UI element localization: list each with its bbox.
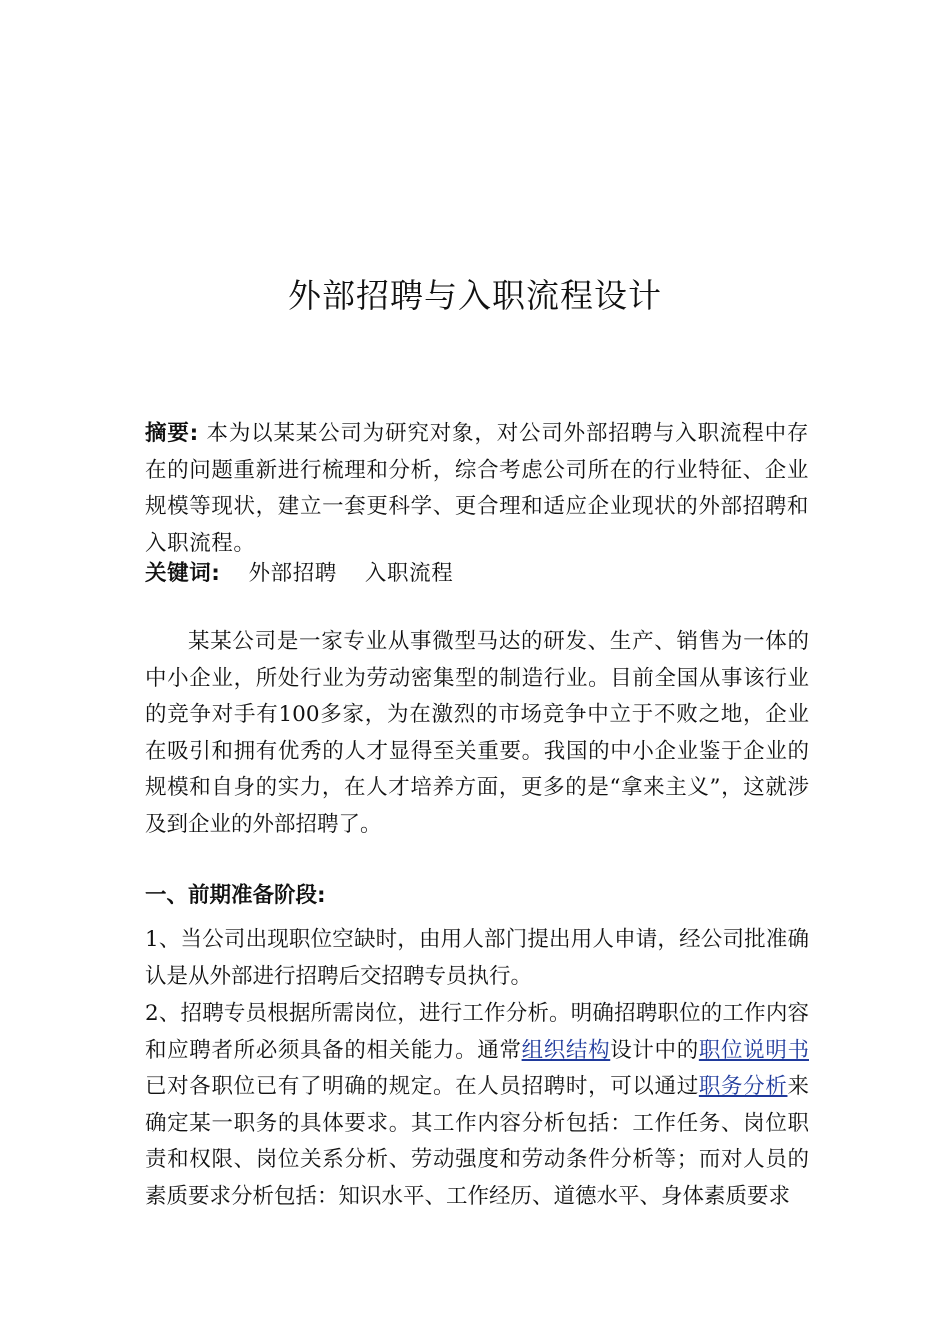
list-item-text: 设计中的 (610, 1037, 699, 1063)
keywords-line (145, 556, 809, 593)
list-item-text: 2、招聘专员根据所需岗位，进行工作分析。明确招聘职位的工作内容和应聘者所必须具备的相关能力。通常 (145, 1001, 809, 1063)
document-title: 外部招聘与入职流程设计 (288, 276, 662, 315)
list-item (145, 996, 809, 1215)
list-item-text: 来确定某一职务的具体要求。其工作内容分析包括：工作任务、岗位职责和权限、岗位关系分析、劳动强度和劳动条件分析等；而对人员的素质要求分析包括：知识水平、工作经历、道德水平、身体素质要求 (145, 1074, 809, 1209)
link-job-description[interactable]: 职位说明书 (698, 1037, 809, 1063)
abstract-paragraph (145, 416, 809, 562)
intro-paragraph: 某某公司是一家专业从事微型马达的研发、生产、销售为一体的中小企业，所处行业为劳动密集型的制造行业。目前全国从事该行业的竞争对手有100多家，为在激烈的市场竞争中立于不败之地，企业在吸引和拥有优秀的人才显得至关重要。我国的中小企业鉴于企业的规模和自身的实力，在人才培养方面，更多的是“拿来主义”，这就涉及到企业的外部招聘了。 (145, 629, 809, 837)
keywords-label: 关键词: (145, 561, 221, 586)
abstract-text: 本为以某某公司为研究对象，对公司外部招聘与入职流程中存在的问题重新进行梳理和分析，综合考虑公司所在的行业特征、企业规模等现状，建立一套更科学、更合理和适应企业现状的外部招聘和入职流程。 (145, 421, 809, 556)
keyword-item: 外部招聘 (248, 561, 337, 586)
abstract-label: 摘要: (145, 421, 199, 446)
link-job-analysis[interactable]: 职务分析 (698, 1074, 788, 1099)
section-heading: 一、前期准备阶段: (145, 883, 326, 908)
list-item-text: 已对各职位已有了明确的规定。在人员招聘时，可以通过 (145, 1074, 699, 1099)
keyword-item: 入职流程 (364, 561, 454, 586)
link-org-structure[interactable]: 组织结构 (521, 1037, 611, 1063)
list-item: 1、当公司出现职位空缺时，由用人部门提出用人申请，经公司批准确认是从外部进行招聘后交招聘专员执行。 (145, 927, 809, 989)
